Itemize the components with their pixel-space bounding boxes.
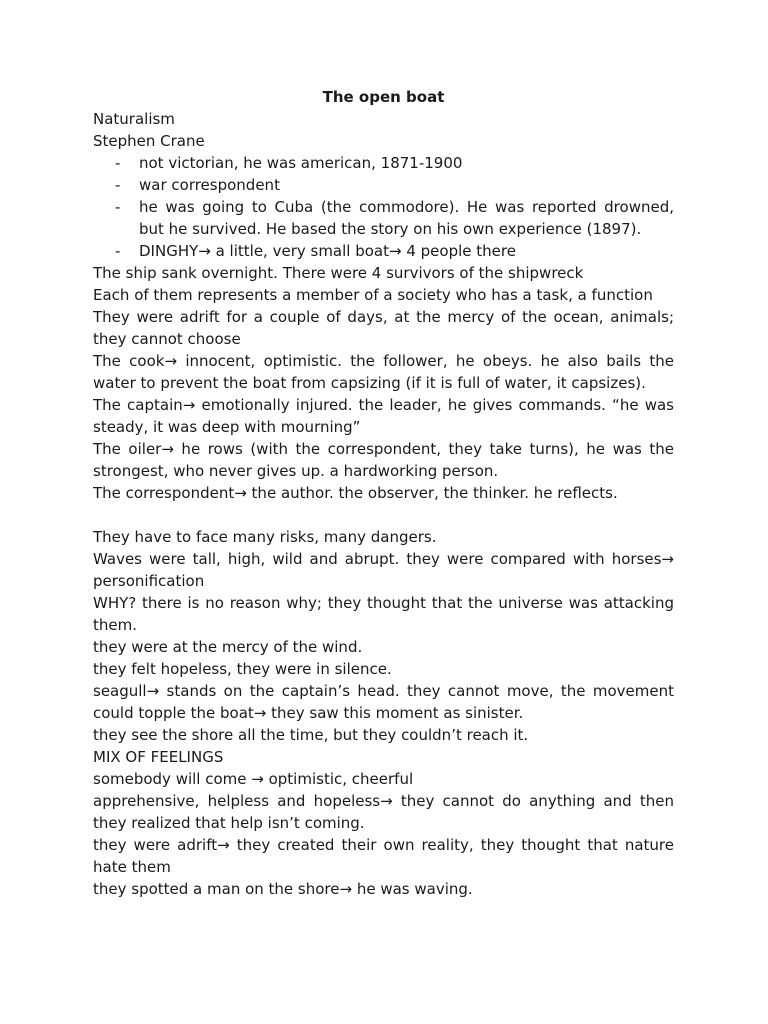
author-facts-list	[93, 152, 674, 262]
dangers-section	[93, 526, 674, 900]
paragraph: seagull→ stands on the captain’s head. they cannot move, the movement could topple the boat→ they saw this moment as sinister.	[93, 682, 674, 722]
dash-bullet: -	[115, 154, 121, 172]
paragraph: they spotted a man on the shore→ he was waving.	[93, 880, 473, 898]
paragraph: MIX OF FEELINGS	[93, 748, 224, 766]
paragraph: The cook→ innocent, optimistic. the follower, he obeys. he also bails the water to prevent the boat from capsizing (if it is full of water, it capsizes).	[93, 352, 674, 392]
paragraph: The oiler→ he rows (with the correspondent, they take turns), he was the strongest, who never gives up. a hardworking person.	[93, 440, 674, 480]
dash-bullet: -	[115, 176, 121, 194]
paragraph: they felt hopeless, they were in silence.	[93, 660, 392, 678]
paragraph: Waves were tall, high, wild and abrupt. they were compared with horses→ personification	[93, 550, 674, 590]
document-page	[93, 86, 674, 900]
paragraph: somebody will come → optimistic, cheerful	[93, 770, 414, 788]
paragraph: WHY? there is no reason why; they thought that the universe was attacking them.	[93, 594, 674, 634]
list-item: - not victorian, he was american, 1871-1900	[115, 154, 463, 172]
list-item: - war correspondent	[115, 176, 280, 194]
paragraph: apprehensive, helpless and hopeless→ they cannot do anything and then they realized that help isn’t coming.	[93, 792, 674, 832]
dash-bullet: -	[115, 242, 121, 260]
paragraph: Each of them represents a member of a society who has a task, a function	[93, 286, 653, 304]
document-title: The open boat	[322, 88, 445, 106]
paragraph: they were adrift→ they created their own reality, they thought that nature hate them	[93, 836, 674, 876]
paragraph: They were adrift for a couple of days, at the mercy of the ocean, animals; they cannot choose	[93, 308, 674, 348]
author-line: Stephen Crane	[93, 132, 205, 150]
paragraph: The captain→ emotionally injured. the leader, he gives commands. “he was steady, it was deep with mourning”	[93, 396, 674, 436]
paragraph: They have to face many risks, many dangers.	[93, 528, 437, 546]
paragraph: The ship sank overnight. There were 4 survivors of the shipwreck	[93, 264, 584, 282]
blank-line	[93, 504, 674, 526]
paragraph: The correspondent→ the author. the observer, the thinker. he reflects.	[93, 484, 618, 502]
dash-bullet: -	[115, 198, 121, 216]
paragraph: they were at the mercy of the wind.	[93, 638, 363, 656]
list-item: - DINGHY→ a little, very small boat→ 4 people there	[115, 242, 516, 260]
list-item: - he was going to Cuba (the commodore). He was reported drowned, but he survived. He based the story on his own experience (1897).	[115, 198, 674, 238]
movement-line: Naturalism	[93, 110, 175, 128]
paragraph: they see the shore all the time, but they couldn’t reach it.	[93, 726, 529, 744]
characters-section	[93, 262, 674, 504]
